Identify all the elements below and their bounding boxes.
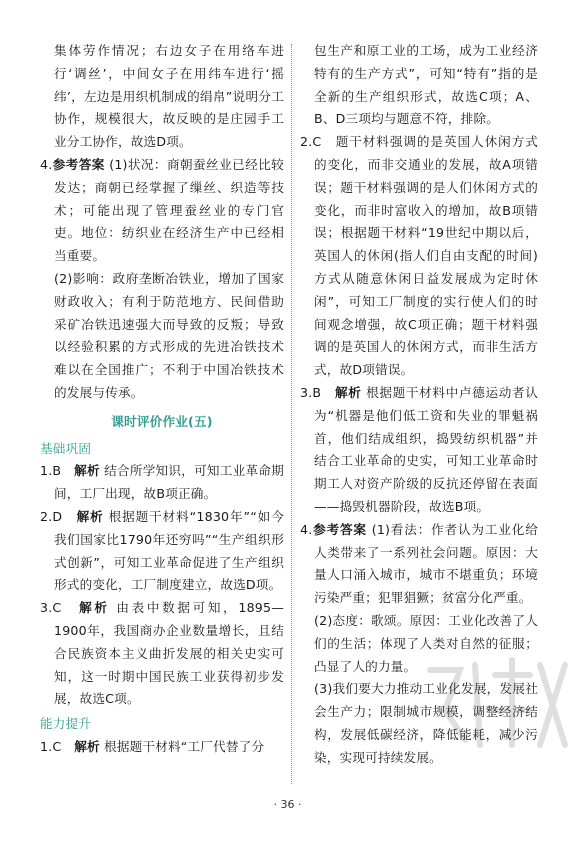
answer-text: 根据题干材料“工厂代替了分 <box>104 738 265 754</box>
section-title: 课时评价作业(五) <box>111 413 213 429</box>
answer-2 <box>40 506 284 597</box>
intro-paragraph: 集体劳作情况；右边女子在用络车进行‘调丝’，中间女子在用纬车进行‘摇纬’，左边是用织机制成的绢帛”说明分工协作，规模很大，故反映的是庄园手工业分工协作，故选D项。 <box>54 43 284 150</box>
answer-label: 参考答案 <box>52 156 105 172</box>
answer-text: 结合所学知识，可知工业革命期间，工厂出现，故B项正确。 <box>54 463 284 502</box>
answer-4-part1 <box>40 154 284 268</box>
answer-label: 解析 <box>79 600 110 616</box>
answer-text: (1)状况：商朝蚕丝业已经比较发达；商朝已经掌握了缫丝、织造等技术；可能出现了管理蚕丝业的专门官吏。地位：纺织业在经济生产中已经相当重要。 <box>54 156 284 264</box>
page-number: · 36 · <box>273 798 302 811</box>
answer-text: 由表中数据可知，1895—1900年，我国商办企业数量增长，且结合民族资本主义曲折发展的相关史实可知，这一时期中国民族工业获得初步发展，故选C项。 <box>54 600 284 707</box>
answer-number: 3. <box>40 600 53 616</box>
answer-number: 1. <box>40 738 53 754</box>
answer-choice: B <box>312 384 322 400</box>
answer-text: 题干材料强调的是英国人休闲方式的变化，而非交通业的发展，故A项错误；题干材料强调的是人们休闲方式的变化，而非时富收入的增加，故B项错误；根据题干材料“19世纪中期以后，英国人的休闲(指人们自由支配的时间)方式从随意休闲日益发展成为定时休闲”，可知工厂制度的实行使人们的时间观念增强，故C项正确；题干材料强调的是英国人的休闲方式，而非生活方式，故D项错误。 <box>314 134 538 378</box>
answer-label: 解析 <box>76 508 104 524</box>
answer-b4-part2: (2)态度：歌颂。原因：工业化改善了人们的生活；体现了人类对自然的征服；凸显了人的力量。 <box>314 612 538 674</box>
section-heading-basic: 基础巩固 <box>40 440 92 456</box>
answer-label: 解析 <box>334 384 362 400</box>
section-heading-advanced: 能力提升 <box>40 716 92 732</box>
watermark-stamp <box>420 650 570 760</box>
continuation-paragraph: 包生产和原工业的工场，成为工业经济特有的生产方式”，可知“特有”指的是全新的生产组织形式，故选C项；A、B、D三项均与题意不符，排除。 <box>314 43 538 127</box>
answer-choice: C <box>52 600 62 616</box>
answer-b1 <box>40 736 284 759</box>
answer-choice: C <box>312 134 322 150</box>
answer-number: 2. <box>40 508 53 524</box>
column-divider <box>291 44 292 784</box>
answer-text: (1)看法：作者认为工业化给人类带来了一系列社会问题。原因：大量人口涌入城市，城市不堪重负；环境污染严重；犯罪猖獗；贫富分化严重。 <box>314 521 538 606</box>
answer-4-part2: (2)影响：政府垄断冶铁业，增加了国家财政收入；有利于防范地方、民间借助采矿冶铁迅速强大而导致的反叛；导致以经验积累的方式形成的先进冶铁技术难以在全国推广；不利于中国冶铁技术的发展与传承。 <box>54 270 284 400</box>
answer-choice: C <box>52 738 62 754</box>
answer-b4-part3: (3)我们要大力推动工业化发展，发展社会生产力；限制城市规模，调整经济结构，发展低碳经济，降低能耗，减少污染，实现可持续发展。 <box>314 681 538 765</box>
answer-text: 根据题干材料“1830年”“如今我们国家比1790年还穷吗”“生产组织形式创新”，可知工业革命促进了生产组织形式的变化，工厂制度建立，故选D项。 <box>54 508 284 593</box>
answer-label: 参考答案 <box>312 521 367 537</box>
answer-text: 根据题干材料中卢德运动者认为“机器是他们低工资和失业的罪魁祸首，他们结成组织，捣毁纺织机器”并结合工业革命的史实，可知工业革命时期工人对资产阶级的反抗还停留在表面——捣毁机器阶段，故选B项。 <box>314 384 538 514</box>
answer-number: 3. <box>300 384 313 400</box>
left-column <box>40 40 284 759</box>
answer-3 <box>40 597 284 711</box>
answer-choice: D <box>52 508 63 524</box>
answer-number: 1. <box>40 463 53 479</box>
answer-label: 解析 <box>74 463 100 479</box>
answer-number: 4. <box>300 521 313 537</box>
answer-label: 解析 <box>74 738 100 754</box>
answer-b2 <box>300 131 538 382</box>
answer-choice: B <box>52 463 62 479</box>
answer-1 <box>40 460 284 506</box>
answer-b4-part1 <box>300 519 538 610</box>
answer-number: 4. <box>40 156 53 172</box>
answer-b3 <box>300 382 538 519</box>
answer-number: 2. <box>300 134 313 150</box>
